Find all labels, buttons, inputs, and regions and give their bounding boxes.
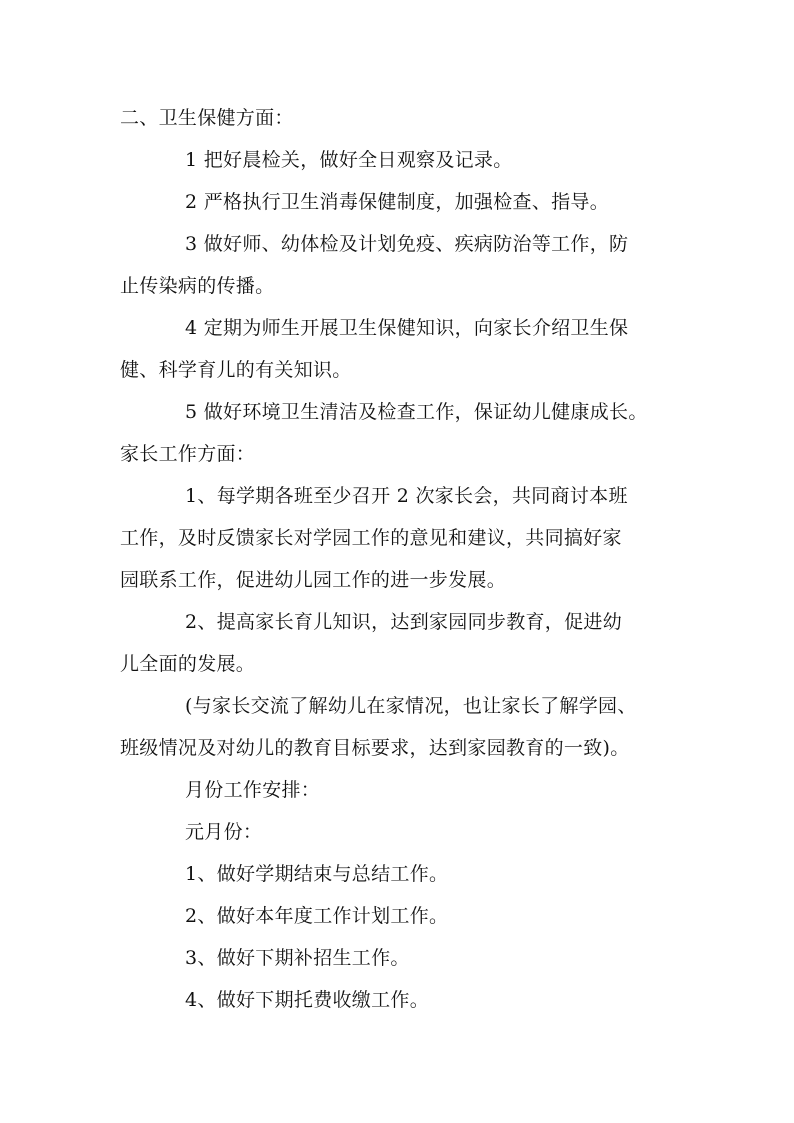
list-item: 4、做好下期托费收缴工作。 — [185, 989, 429, 1011]
paragraph-line: (与家长交流了解幼儿在家情况，也让家长了解学园、 — [185, 695, 637, 717]
section-heading-parents: 家长工作方面： — [120, 443, 256, 465]
list-item: 3、做好下期补招生工作。 — [185, 947, 410, 969]
paragraph-line: 儿全面的发展。 — [120, 653, 256, 675]
list-item: 2、做好本年度工作计划工作。 — [185, 905, 449, 927]
paragraph-line: 健、科学育儿的有关知识。 — [120, 359, 352, 381]
paragraph-line: 5 做好环境卫生清洁及检查工作，保证幼儿健康成长。 — [185, 401, 648, 423]
section-heading-hygiene: 二、卫生保健方面： — [120, 107, 294, 129]
section-heading-monthly: 月份工作安排： — [185, 779, 321, 801]
list-item: 1、做好学期结束与总结工作。 — [185, 863, 449, 885]
paragraph-line: 4 定期为师生开展卫生保健知识，向家长介绍卫生保 — [185, 317, 629, 339]
paragraph-line: 止传染病的传播。 — [120, 275, 275, 297]
paragraph-line: 1、每学期各班至少召开 2 次家长会，共同商讨本班 — [185, 485, 628, 507]
paragraph-line: 3 做好师、幼体检及计划免疫、疾病防治等工作，防 — [185, 233, 629, 255]
paragraph-line: 园联系工作，促进幼儿园工作的进一步发展。 — [120, 569, 507, 591]
paragraph-line: 工作，及时反馈家长对学园工作的意见和建议，共同搞好家 — [120, 527, 622, 549]
paragraph-line: 班级情况及对幼儿的教育目标要求，达到家园教育的一致)。 — [120, 737, 630, 759]
paragraph-line: 2 严格执行卫生消毒保健制度，加强检查、指导。 — [185, 191, 610, 213]
paragraph-line: 2、提高家长育儿知识，达到家园同步教育，促进幼 — [185, 611, 622, 633]
subheading-january: 元月份： — [185, 821, 263, 843]
paragraph-line: 1 把好晨检关，做好全日观察及记录。 — [185, 149, 513, 171]
